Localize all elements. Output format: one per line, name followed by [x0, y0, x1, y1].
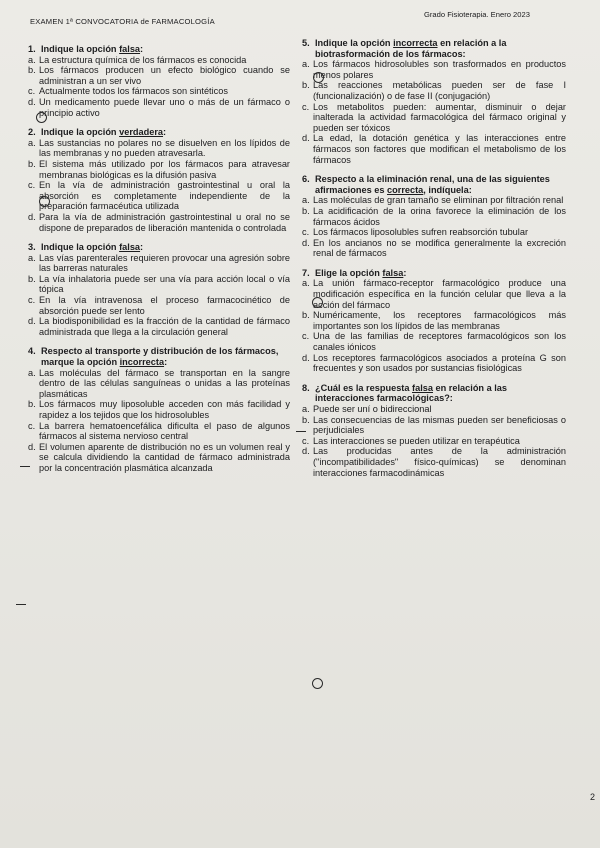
answer-dash-mark: [296, 431, 306, 432]
option-6b[interactable]: b. La acidificación de la orina favorece la eliminación de los fármacos ácidos: [302, 205, 566, 227]
option-4d[interactable]: d. El volumen aparente de distribución no es un volumen real y se calcula dividiendo la cantidad de fármaco administrada por la concentración plasmática alcanzada: [28, 441, 290, 473]
page-number: 2: [590, 792, 596, 802]
right-column: [302, 38, 566, 487]
question-2-title: 2. Indique la opción verdadera:: [28, 127, 167, 138]
answer-dash-mark: [20, 466, 30, 467]
question-5: [302, 38, 566, 165]
option-1b[interactable]: b. Los fármacos producen un efecto biológico cuando se administran a un ser vivo: [28, 65, 290, 86]
option-1a[interactable]: a. La estructura química de los fármacos es conocida: [28, 54, 247, 65]
option-3a[interactable]: a. Las vías parenterales requieren provocar una agresión sobre las barreras naturales: [28, 252, 290, 274]
option-1d[interactable]: d. Un medicamento puede llevar uno o más de un fármaco o principio activo: [28, 96, 290, 118]
option-3b[interactable]: b. La vía inhalatoria puede ser una vía para acción local o vía tópica: [28, 273, 290, 295]
left-column: [28, 44, 290, 483]
answer-circle-mark: [312, 678, 323, 689]
option-6c[interactable]: c. Los fármacos liposolubles sufren reabsorción tubular: [302, 227, 529, 238]
question-8: [302, 383, 566, 478]
option-4b[interactable]: b. Los fármacos muy liposoluble acceden con más facilidad y rapidez a los tejidos que los hidrosolubles: [28, 399, 290, 420]
option-7a[interactable]: a. La unión fármaco-receptor farmacológico produce una modificación específica en la función celular que lleva a la acción del fármaco: [302, 278, 566, 310]
question-3: [28, 242, 290, 337]
answer-circle-mark: [313, 72, 324, 83]
option-6a[interactable]: a. Las moléculas de gran tamaño se eliminan por filtración renal: [302, 195, 564, 206]
question-4: [28, 346, 290, 473]
question-7: [302, 268, 566, 374]
exam-subtitle: Grado Fisioterapia. Enero 2023: [424, 10, 530, 19]
question-3-title: 3. Indique la opción falsa:: [28, 242, 144, 253]
question-2: [28, 127, 290, 233]
question-6-title: 6. Respecto a la eliminación renal, una de las siguientes afirmaciones es correcta, indíquela:: [302, 174, 550, 195]
option-5b[interactable]: b. Las reacciones metabólicas pueden ser de fase I (funcionalización) o de fase II (conjugación): [302, 80, 566, 101]
option-8d[interactable]: d. Las producidas antes de la administración ("incompatibilidades" físico-químicas) se denominan interacciones farmacodinámicas: [302, 446, 566, 478]
option-8a[interactable]: a. Puede ser uní o bidireccional: [302, 404, 432, 414]
answer-circle-mark: [36, 112, 47, 123]
option-3d[interactable]: d. La biodisponibilidad es la fracción de la cantidad de fármaco administrada que llega a la circulación general: [28, 316, 290, 337]
option-8b[interactable]: b. Las consecuencias de las mismas pueden ser beneficiosas o perjudiciales: [302, 414, 566, 436]
question-4-title: 4. Respecto al transporte y distribución de los fármacos, marque la opción incorrecta:: [28, 346, 279, 368]
question-1-title: 1. Indique la opción falsa:: [28, 44, 144, 54]
answer-dash-mark: [16, 604, 26, 605]
question-8-title: 8. ¿Cuál es la respuesta falsa en relación a las interacciones farmacológicas?:: [302, 382, 508, 404]
option-4a[interactable]: a. Las moléculas del fármaco se transportan en la sangre dentro de las células sanguíneas o unidas a las proteínas plasmáticas: [28, 367, 290, 399]
option-7b[interactable]: b. Numéricamente, los receptores farmacológicos más importantes son los lípidos de las membranas: [302, 310, 566, 331]
option-8c[interactable]: c. Las interacciones se pueden utilizar en terapéutica: [302, 435, 520, 446]
option-7d[interactable]: d. Los receptores farmacológicos asociados a proteína G son frecuentes y son usados por sustancias fisiológicas: [302, 352, 566, 374]
option-5a[interactable]: a. Los fármacos hidrosolubles son trasformados en productos menos polares: [302, 59, 566, 80]
option-3c[interactable]: c. En la vía intravenosa el proceso farmacocinético de absorción puede ser lento: [28, 295, 290, 316]
option-2d[interactable]: d. Para la vía de administración gastrointestinal u oral no se dispone de preparados de liberación mantenida o controlada: [28, 211, 290, 233]
question-1: [28, 44, 290, 118]
question-7-title: 7. Elige la opción falsa:: [302, 267, 407, 278]
option-7c[interactable]: c. Una de las familias de receptores farmacológicos son los canales iónicos: [302, 331, 566, 353]
question-5-title: 5. Indique la opción incorrecta en relación a la biotrasformación de los fármacos:: [302, 38, 507, 59]
option-4c[interactable]: c. La barrera hematoencefálica dificulta el paso de algunos fármacos al sistema nervioso central: [28, 420, 290, 442]
answer-circle-mark: [312, 297, 323, 308]
option-5c[interactable]: c. Los metabolitos pueden: aumentar, disminuir o dejar inalterada la actividad farmacológica del fármaco original y pueden ser tóxicos: [302, 101, 566, 133]
exam-title: EXAMEN 1ª CONVOCATORIA de FARMACOLOGÍA: [30, 17, 215, 26]
option-2b[interactable]: b. El sistema más utilizado por los fármacos para atravesar membranas biológicas es la difusión pasiva: [28, 158, 290, 180]
option-5d[interactable]: d. La edad, la dotación genética y las interacciones entre fármacos son factores que modifican el metabolismo de los fármacos: [302, 133, 566, 165]
option-2c[interactable]: c. En la vía de administración gastrointestinal u oral la absorción es completamente independiente de la preparación farmacéutica utilizada: [28, 180, 290, 212]
question-6: [302, 174, 566, 259]
option-6d[interactable]: d. En los ancianos no se modifica generalmente la excreción renal de fármacos: [302, 237, 566, 259]
answer-circle-mark: [39, 196, 50, 207]
option-2a[interactable]: a. Las sustancias no polares no se disuelven en los lípidos de las membranas y no pueden atravesarla.: [28, 137, 290, 159]
option-1c[interactable]: c. Actualmente todos los fármacos son sintéticos: [28, 86, 228, 97]
